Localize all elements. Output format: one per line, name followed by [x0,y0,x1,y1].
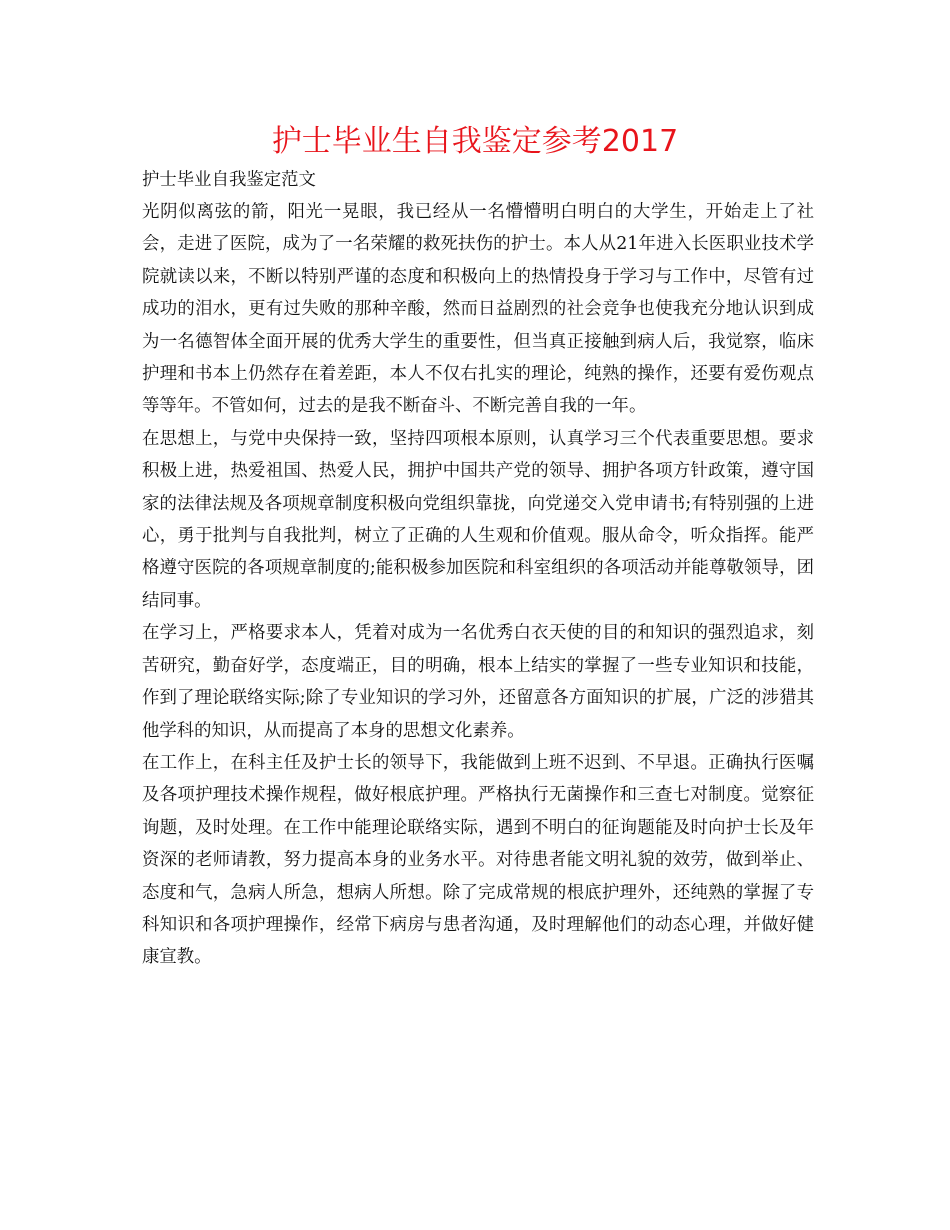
paragraph-intro: 光阴似离弦的箭，阳光一晃眼，我已经从一名懵懵明白明白的大学生，开始走上了社会，走进了医院，成为了一名荣耀的救死扶伤的护士。本人从21年进入长医职业技术学院就读以来，不断以特别严谨的态度和积极向上的热情投身于学习与工作中，尽管有过成功的泪水，更有过失败的那种辛酸，然而日益剧烈的社会竞争也使我充分地认识到成为一名德智体全面开展的优秀大学生的重要性，但当真正接触到病人后，我觉察，临床护理和书本上仍然存在着差距，本人不仅右扎实的理论，纯熟的操作，还要有爱伤观点等等年。不管如何，过去的是我不断奋斗、不断完善自我的一年。 [142,202,814,417]
paragraph-ideology: 在思想上，与党中央保持一致，坚持四项根本原则，认真学习三个代表重要思想。要求积极上进，热爱祖国、热爱人民，拥护中国共产党的领导、拥护各项方针政策，遵守国家的法律法规及各项规章制度积极向党组织靠拢，向党递交入党申请书;有特别强的上进心，勇于批判与自我批判，树立了正确的人生观和价值观。服从命令，听众指挥。能严格遵守医院的各项规章制度的;能积极参加医院和科室组织的各项活动并能尊敬领导，团结同事。 [142,428,814,611]
document-body [142,164,814,974]
paragraph-work: 在工作上，在科主任及护士长的领导下，我能做到上班不迟到、不早退。正确执行医嘱及各项护理技术操作规程，做好根底护理。严格执行无菌操作和三查七对制度。觉察征询题，及时处理。在工作中能理论联络实际，遇到不明白的征询题能及时向护士长及年资深的老师请教，努力提高本身的业务水平。对待患者能文明礼貌的效劳，做到举止、态度和气，急病人所急，想病人所想。除了完成常规的根底护理外，还纯熟的掌握了专科知识和各项护理操作，经常下病房与患者沟通，及时理解他们的动态心理，并做好健康宣教。 [142,752,814,968]
document-title: 护士毕业生自我鉴定参考2017 [271,124,679,159]
paragraph-study: 在学习上，严格要求本人，凭着对成为一名优秀白衣天使的目的和知识的强烈追求，刻苦研究，勤奋好学，态度端正，目的明确，根本上结实的掌握了一些专业知识和技能，作到了理论联络实际;除了专业知识的学习外，还留意各方面知识的扩展，广泛的涉猎其他学科的知识，从而提高了本身的思想文化素养。 [142,623,814,741]
document-subtitle: 护士毕业自我鉴定范文 [142,170,316,190]
